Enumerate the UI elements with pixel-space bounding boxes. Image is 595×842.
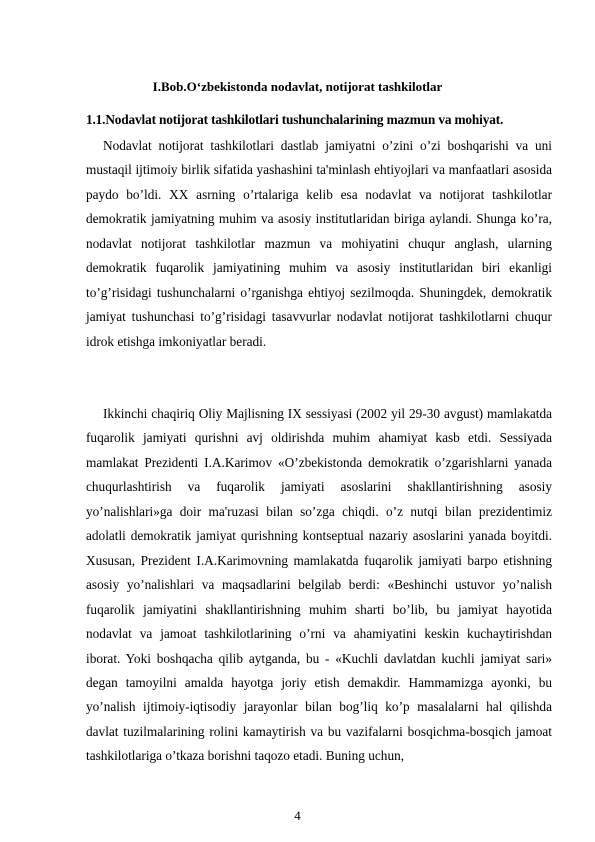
paragraph-2: Ikkinchi chaqiriq Oliy Majlisning IX sessiyasi (2002 yil 29-30 avgust) mamlakatda fuqarolik jamiyati qurishni avj oldirishda muhim ahamiyat kasb etdi. Sessiyada mamlakat Prezidenti I.A.Karimov «O’zbekistonda demokratik o’zgarishlarni yanada chuqurlashtirish va fuqarolik jamiyati asoslarini shakllantirishning asosiy yo’nalishlari»ga doir ma'ruzasi bilan so’zga chiqdi. o’z nutqi bilan prezidentimiz adolatli demokratik jamiyat qurishning kontseptual nazariy asoslarini yanada boyitdi. Xususan, Prezident I.A.Karimovning mamlakatda fuqarolik jamiyati barpo etishning asosiy yo’nalishlari va maqsadlarini belgilab berdi: «Beshinchi ustuvor yo’nalish fuqarolik jamiyatini shakllantirishning muhim sharti bo’lib, bu jamiyat hayotida nodavlat va jamoat tashkilotlarining o’rni va ahamiyatini keskin kuchaytirishdan iborat. Yoki boshqacha qilib aytganda, bu - «Kuchli davlatdan kuchli jamiyat sari» degan tamoyilni amalda hayotga joriy etish demakdir. Hammamizga ayonki, bu yo’nalish ijtimoiy-iqtisodiy jarayonlar bilan bog’liq ko’p masalalarni hal qilishda davlat tuzilmalarining rolini kamaytirish va bu vazifalarni bosqichma-bosqich jamoat tashkilotlariga o’tkaza borishni taqozo etadi. Buning uchun,: [86, 406, 552, 764]
chapter-title: I.Bob.O‘zbekistonda nodavlat, notijorat tashkilotlar: [152, 79, 443, 94]
section-title: 1.1.Nodavlat notijorat tashkilotlari tushunchalarining mazmun va mohiyat.: [86, 112, 504, 127]
paragraph-1: Nodavlat notijorat tashkilotlari dastlab jamiyatni o’zini o’zi boshqarishi va uni mustaqil ijtimoiy birlik sifatida yashashini ta'minlash ehtiyojlari va manfaatlari asosida paydo bo’ldi. XX asrning o’rtalariga kelib esa nodavlat va notijorat tashkilotlar demokratik jamiyatning muhim va asosiy institutlaridan biriga aylandi. Shunga ko’ra, nodavlat notijorat tashkilotlar mazmun va mohiyatini chuqur anglash, ularning demokratik fuqarolik jamiyatining muhim va asosiy institutlaridan biri ekanligi to’g’risidagi tushunchalarni o’rganishga ehtiyoj sezilmoqda. Shuningdek, demokratik jamiyat tushunchasi to’g’risidagi tasavvurlar nodavlat notijorat tashkilotlarni chuqur idrok etishga imkoniyatlar beradi.: [86, 138, 552, 349]
page-number: 4: [294, 808, 301, 823]
